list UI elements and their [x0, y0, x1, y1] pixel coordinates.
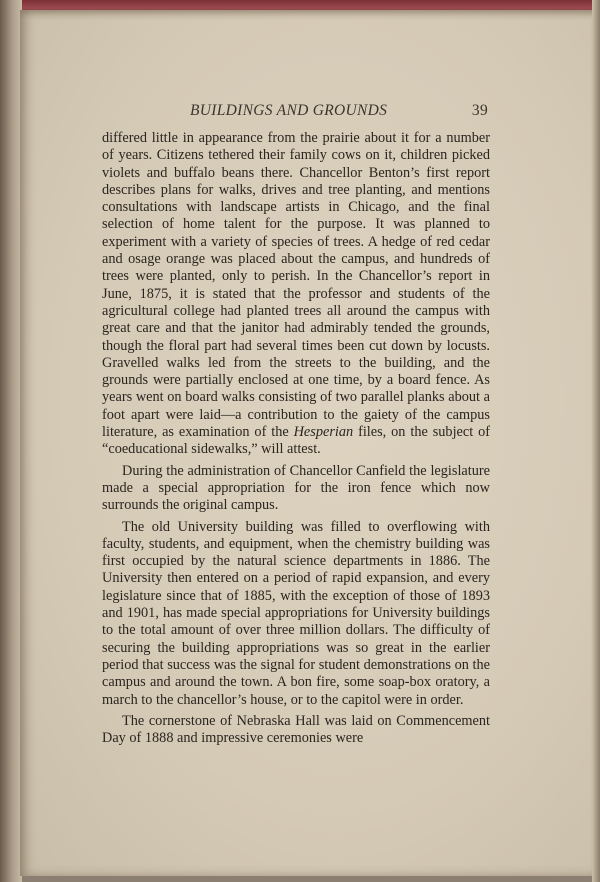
body-text: [102, 130, 490, 751]
paragraph: The old University building was filled to overflowing with faculty, students, and equipment, when the chemistry building was first occupied by the natural science departments in 1886. The University then entered on a period of rapid expansion, and every legislature since that of 1885, with the exception of those of 1893 and 1901, has made special appropriations for University buildings to the total amount of over three million dollars. The difficulty of securing the building appropriations was so great in the earlier period that success was the signal for student demonstrations on the campus and around the town. A bon fire, some soap-box oratory, a march to the chancellor’s house, or to the capitol were in order.: [102, 518, 490, 708]
paragraph: The cornerstone of Nebraska Hall was laid on Commencement Day of 1888 and impressive ceremonies were: [102, 712, 490, 747]
paragraph-continued: [102, 130, 490, 459]
periodical-title: Hesperian: [293, 424, 354, 441]
page-number: 39: [471, 102, 488, 119]
book-spine-gutter: [0, 0, 22, 882]
paragraph-text: differed little in appearance from the prairie about it for a number of years. Citizens tethered their family cows on it, children picked violets and buffalo beans there. Chancellor Benton’s first report describes plans for walks, drives and tree planting, and mentions consultations with landscape artists in Chicago, and the final selection of home talent for the purpose. It was planned to experiment with a variety of species of trees. A hedge of red cedar and osage orange was placed about the campus, and hundreds of trees were planted, only to perish. In the Chancellor’s report in June, 1875, it is stated that the professor and students of the agricultural college had planted trees all around the campus with great care and that the janitor had admirably tended the grounds, though the floral part had several times been cut down by locusts. Gravelled walks led from the streets to the building, and the grounds were partially enclosed at one time, by a board fence. As years went on board walks consisting of two parallel planks about a foot apart were laid—a contribution to the gaiety of the campus literature, as examination of the: [102, 130, 490, 441]
paragraph-text: files, on the subject of “coeducational sidewalks,” will attest.: [102, 424, 491, 458]
page-edge: [592, 0, 600, 882]
paragraph: During the administration of Chancellor Canfield the legislature made a special appropriation for the iron fence which now surrounds the original campus.: [102, 462, 490, 514]
running-head-title: BUILDINGS AND GROUNDS: [190, 102, 388, 119]
